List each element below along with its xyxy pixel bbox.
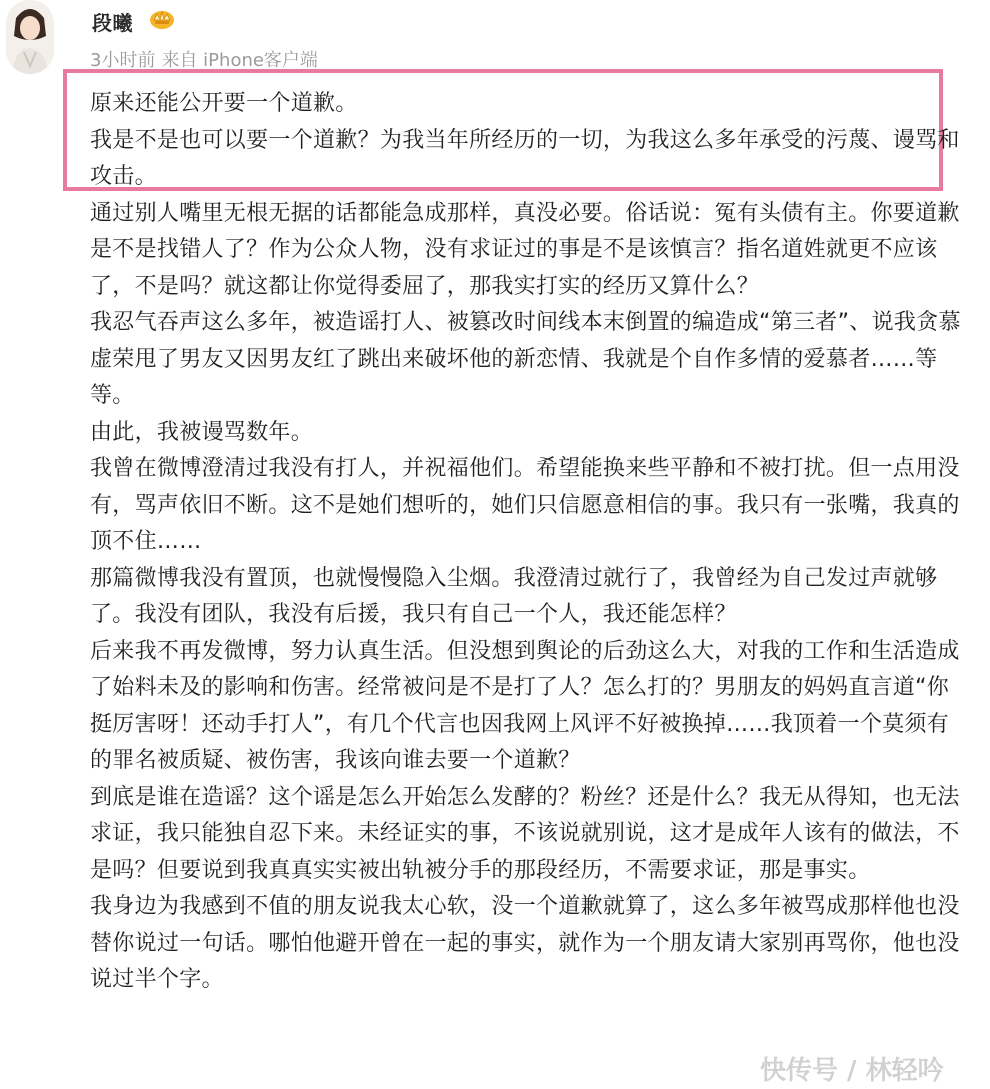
- post-paragraph: 到底是谁在造谣？这个谣是怎么开始怎么发酵的？粉丝？还是什么？我无从得知，也无法求证，我只能独自忍下来。未经证实的事，不该说就别说，这才是成年人该有的做法，不是吗？但要说到我真真实实被出轨被分手的那段经历，不需要求证，那是事实。: [90, 784, 960, 883]
- post-paragraph: 我忍气吞声这么多年，被造谣打人、被篡改时间线本末倒置的编造成“第三者”、说我贪慕虚荣甩了男友又因男友红了跳出来破坏他的新恋情、我就是个自作多情的爱慕者……等等。: [90, 310, 961, 408]
- post-paragraph: 我身边为我感到不值的朋友说我太心软，没一个道歉就算了，这么多年被骂成那样他也没替你说过一句话。哪怕他避开曾在一起的事实，就作为一个朋友请大家别再骂你，他也没说过半个字。: [90, 894, 960, 992]
- post-source[interactable]: 来自 iPhone客户端: [161, 50, 318, 71]
- post-paragraph: 我是不是也可以要一个道歉？为我当年所经历的一切，为我这么多年承受的污蔑、谩骂和攻击。: [90, 127, 960, 189]
- gold-crown-badge-icon: [148, 8, 176, 30]
- post-body: [90, 86, 968, 999]
- post-paragraph: 那篇微博我没有置顶，也就慢慢隐入尘烟。我澄清过就行了，我曾经为自己发过声就够了。我没有团队，我没有后援，我只有自己一个人，我还能怎样？: [90, 565, 938, 627]
- avatar[interactable]: [6, 0, 54, 74]
- post-paragraph: 后来我不再发微博，努力认真生活。但没想到舆论的后劲这么大，对我的工作和生活造成了始料未及的影响和伤害。经常被问是不是打了人？怎么打的？男朋友的妈妈直言道“你挺厉害呀！还动手打人”，有几个代言也因我网上风评不好被换掉……我顶着一个莫须有的罪名被质疑、被伤害，我该向谁去要一个道歉？: [90, 638, 960, 773]
- username[interactable]: 段曦: [92, 11, 133, 35]
- post-paragraph: 原来还能公开要一个道歉。: [90, 91, 358, 116]
- post-paragraph: 我曾在微博澄清过我没有打人，并祝福他们。希望能换来些平静和不被打扰。但一点用没有，骂声依旧不断。这不是她们想听的，她们只信愿意相信的事。我只有一张嘴，我真的顶不住……: [90, 456, 960, 554]
- post-paragraph: 通过别人嘴里无根无据的话都能急成那样，真没必要。俗话说：冤有头债有主。你要道歉是不是找错人了？作为公众人物，没有求证过的事是不是该慎言？指名道姓就更不应该了，不是吗？就这都让你觉得委屈了，那我实打实的经历又算什么？: [90, 200, 960, 299]
- post-paragraph: 由此，我被谩骂数年。: [90, 419, 314, 445]
- post-header: [0, 0, 990, 80]
- watermark: 快传号 / 林轻吟: [760, 1056, 944, 1086]
- post-time: 3小时前: [90, 50, 156, 71]
- avatar-image: [6, 0, 54, 74]
